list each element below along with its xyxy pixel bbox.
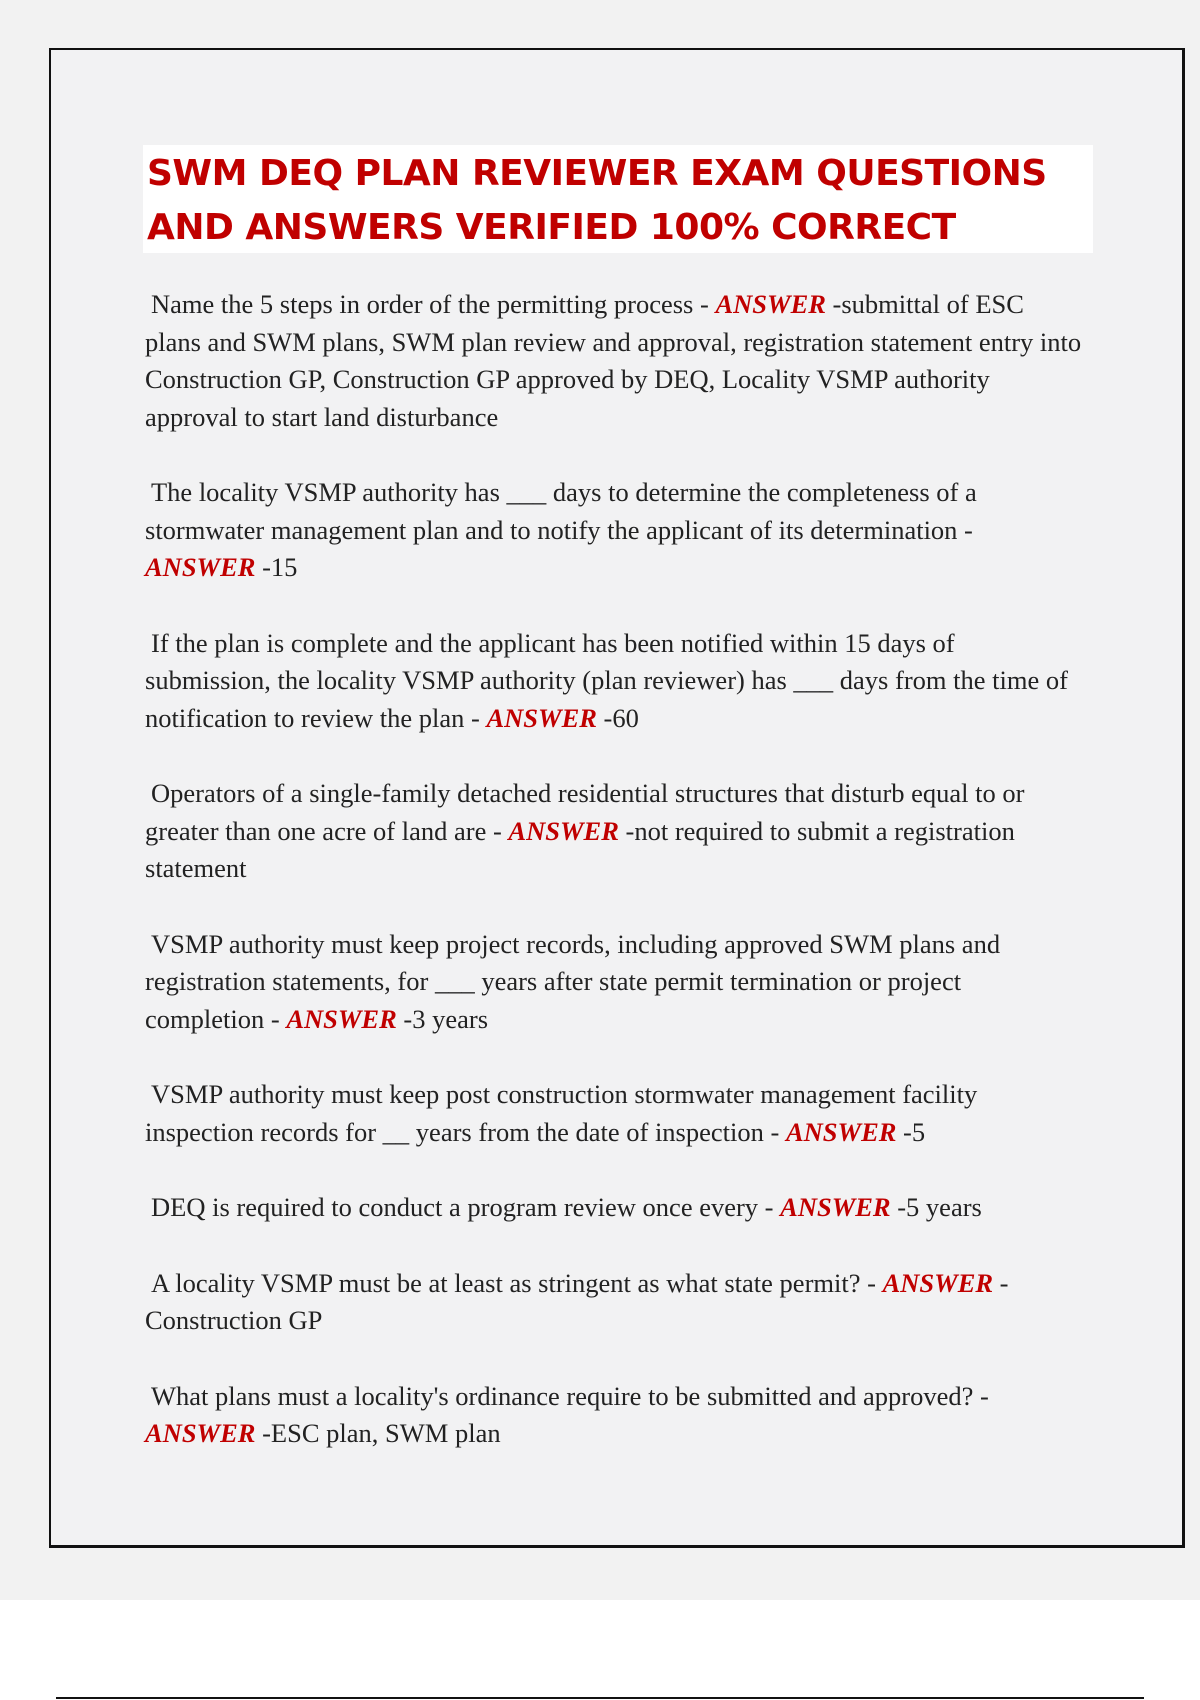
answer-label: ANSWER — [882, 1267, 994, 1298]
answer-label: ANSWER — [780, 1192, 891, 1222]
qa-item — [145, 1378, 1085, 1453]
answer-label: ANSWER — [715, 289, 826, 319]
answer-label: ANSWER — [286, 1003, 397, 1034]
question-text: Operators of a single-family detached residential structures that disturb equal to or greater than one acre of land are - — [145, 778, 1025, 846]
question-text: DEQ is required to conduct a program review once every - — [151, 1192, 781, 1222]
answer-label: ANSWER — [145, 552, 256, 582]
qa-item — [145, 625, 1085, 738]
qa-list — [145, 286, 1085, 1491]
answer-label: ANSWER — [145, 1418, 256, 1448]
qa-item — [145, 1265, 1085, 1340]
qa-item — [145, 286, 1085, 436]
document-title — [143, 145, 1093, 253]
answer-text: -3 years — [396, 1003, 489, 1034]
answer-text: -Construction GP — [145, 1267, 1009, 1335]
answer-label: ANSWER — [486, 702, 597, 733]
qa-item — [145, 1076, 1085, 1151]
answer-label: ANSWER — [508, 815, 619, 846]
question-text: A locality VSMP must be at least as stringent as what state permit? - — [151, 1267, 883, 1298]
answer-label: ANSWER — [785, 1116, 897, 1147]
question-text: If the plan is complete and the applicant has been notified within 15 days of submission, the locality VSMP authority (plan reviewer) has ___ days from the time of notification to review the plan - — [145, 627, 1068, 733]
question-text: The locality VSMP authority has ___ days to determine the completeness of a stormwater management plan and to notify the applicant of its determination - — [145, 477, 977, 545]
answer-text: -submittal of ESC plans and SWM plans, SWM plan review and approval, registration statement entry into Construction GP, Construction GP approved by DEQ, Locality VSMP authority approval to start land disturbance — [145, 289, 1082, 432]
title-line-2: AND ANSWERS VERIFIED 100% CORRECT — [147, 207, 956, 248]
answer-text: -not required to submit a registration statement — [145, 815, 1015, 883]
bottom-divider — [56, 1697, 1144, 1699]
answer-text: -5 years — [890, 1192, 982, 1222]
qa-item — [145, 926, 1085, 1039]
answer-text: -60 — [596, 702, 639, 733]
qa-item — [145, 474, 1085, 587]
question-text: VSMP authority must keep post construction stormwater management facility inspection records for __ years from the date of inspection - — [145, 1079, 978, 1147]
question-text: Name the 5 steps in order of the permitting process - — [151, 289, 716, 319]
answer-text: -5 — [896, 1116, 926, 1147]
question-text: VSMP authority must keep project records, including approved SWM plans and registration statements, for ___ years after state permit termination or project completion - — [145, 928, 1001, 1034]
question-text: What plans must a locality's ordinance require to be submitted and approved? - — [151, 1380, 989, 1411]
answer-text: -ESC plan, SWM plan — [255, 1418, 501, 1448]
qa-item — [145, 775, 1085, 888]
answer-text: -15 — [255, 552, 298, 582]
qa-item — [145, 1189, 1085, 1227]
title-line-1: SWM DEQ PLAN REVIEWER EXAM QUESTIONS — [147, 153, 1047, 194]
